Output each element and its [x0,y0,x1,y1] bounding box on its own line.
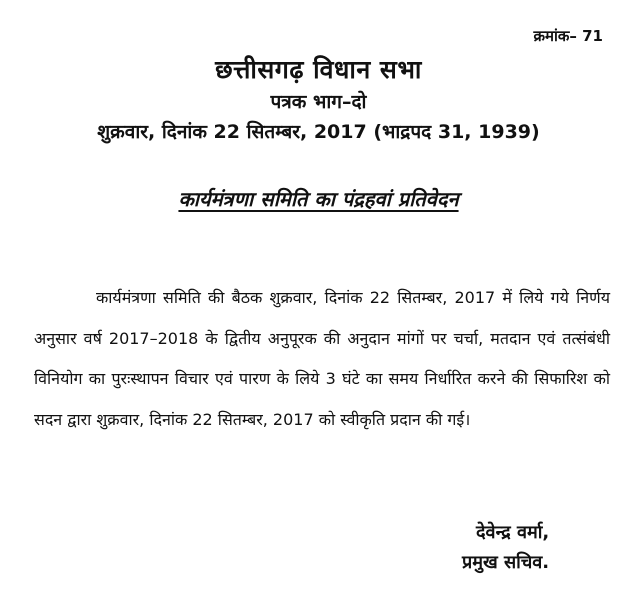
date-line: शुक्रवार, दिनांक 22 सितम्बर, 2017 (भाद्रपद 31, 1939) [97,121,540,143]
signatory-name: देवेन्द्र वर्मा, [476,522,550,543]
assembly-title: छत्तीसगढ़ विधान सभा [215,55,422,84]
report-title [0,185,637,212]
body-paragraph: कार्यमंत्रणा समिति की बैठक शुक्रवार, दिनांक 22 सितम्बर, 2017 में लिये गये निर्णय अनुसार वर्ष 2017–2018 के द्वितीय अनुपूरक की अनुदान मांगों पर चर्चा, मतदान एवं तत्संबंधी विनियोग का पुरःस्थापन विचार एवं पारण के लिये 3 घंटे का समय निर्धारित करने की सिफारिश को सदन द्वारा शुक्रवार, दिनांक 22 सितम्बर, 2017 को स्वीकृति प्रदान की गई। [34,288,610,429]
bulletin-part: पत्रक भाग–दो [270,91,367,113]
report-title-text: कार्यमंत्रणा समिति का पंद्रहवां प्रतिवेदन [178,187,459,211]
serial-number: क्रमांक– 71 [533,27,603,45]
signatory-designation: प्रमुख सचिव. [462,552,550,573]
signature-block [462,518,549,578]
